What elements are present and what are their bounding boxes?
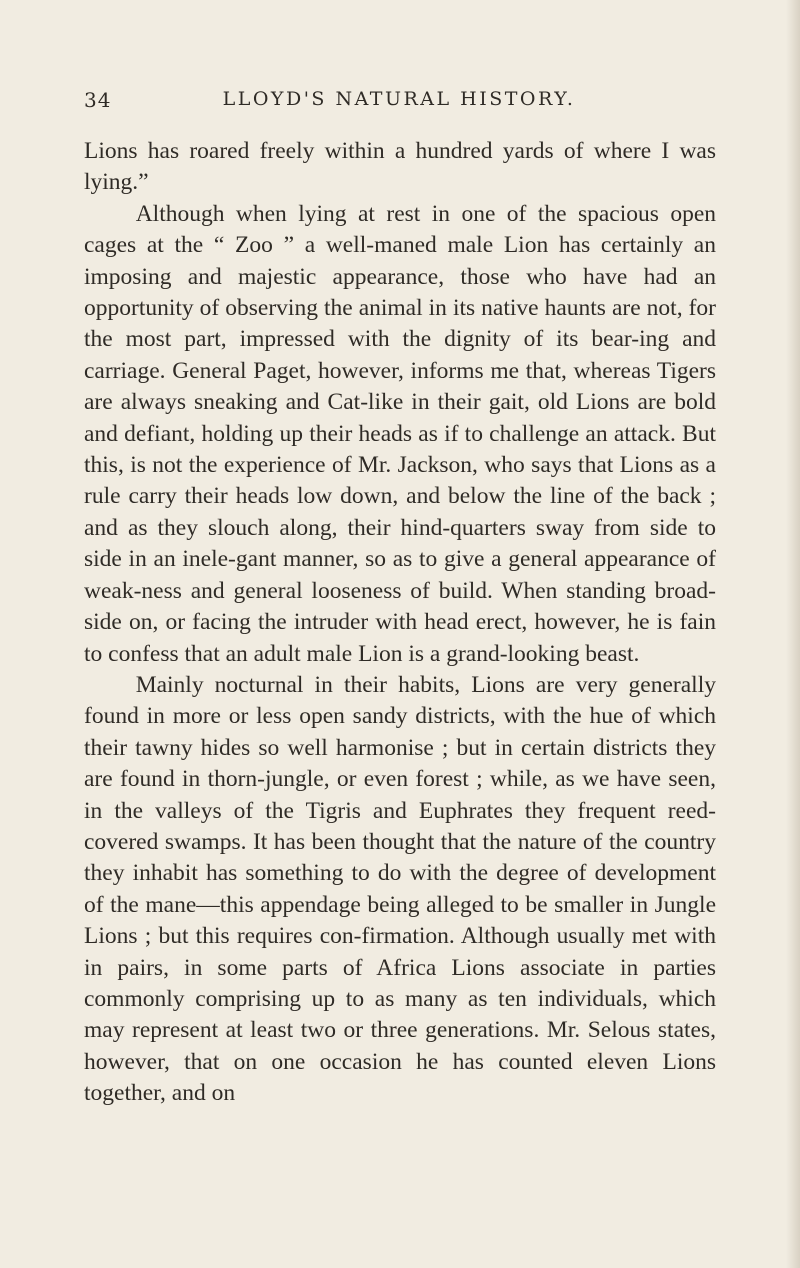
body-text <box>84 136 716 1110</box>
page-number: 34 <box>84 88 112 112</box>
paragraph-continuation: Lions has roared freely within a hundred yards of where I was lying.” <box>84 138 716 196</box>
running-title: LLOYD'S NATURAL HISTORY. <box>222 88 576 110</box>
running-head <box>84 88 714 118</box>
paragraph-lion-habits: Mainly nocturnal in their habits, Lions are very generally found in more or less open sandy districts, with the hue of which their tawny hides so well harmonise ; but in certain districts they are found in thorn-jungle, or even forest ; while, as we have seen, in the valleys of the Tigris and Euphrates they frequent reed-covered swamps. It has been thought that the nature of the country they inhabit has something to do with the degree of development of the mane—this appendage being alleged to be smaller in Jungle Lions ; but this requires con-firmation. Although usually met with in pairs, in some parts of Africa Lions associate in parties commonly comprising up to as many as ten individuals, which may represent at least two or three generations. Mr. Selous states, however, that on one occasion he has counted eleven Lions together, and on <box>84 671 716 1107</box>
page-edge-shadow <box>786 0 800 1268</box>
paragraph-lion-appearance: Although when lying at rest in one of the spacious open cages at the “ Zoo ” a well-maned male Lion has certainly an imposing and majestic appearance, those who have had an opportunity of observing the animal in its native haunts are not, for the most part, impressed with the dignity of its bear-ing and carriage. General Paget, however, informs me that, whereas Tigers are always sneaking and Cat-like in their gait, old Lions are bold and defiant, holding up their heads as if to challenge an attack. But this, is not the experience of Mr. Jackson, who says that Lions as a rule carry their heads low down, and below the line of the back ; and as they slouch along, their hind-quarters sway from side to side in an inele-gant manner, so as to give a general appearance of weak-ness and general looseness of build. When standing broad-side on, or facing the intruder with head erect, however, he is fain to confess that an adult male Lion is a grand-looking beast. <box>84 200 716 667</box>
